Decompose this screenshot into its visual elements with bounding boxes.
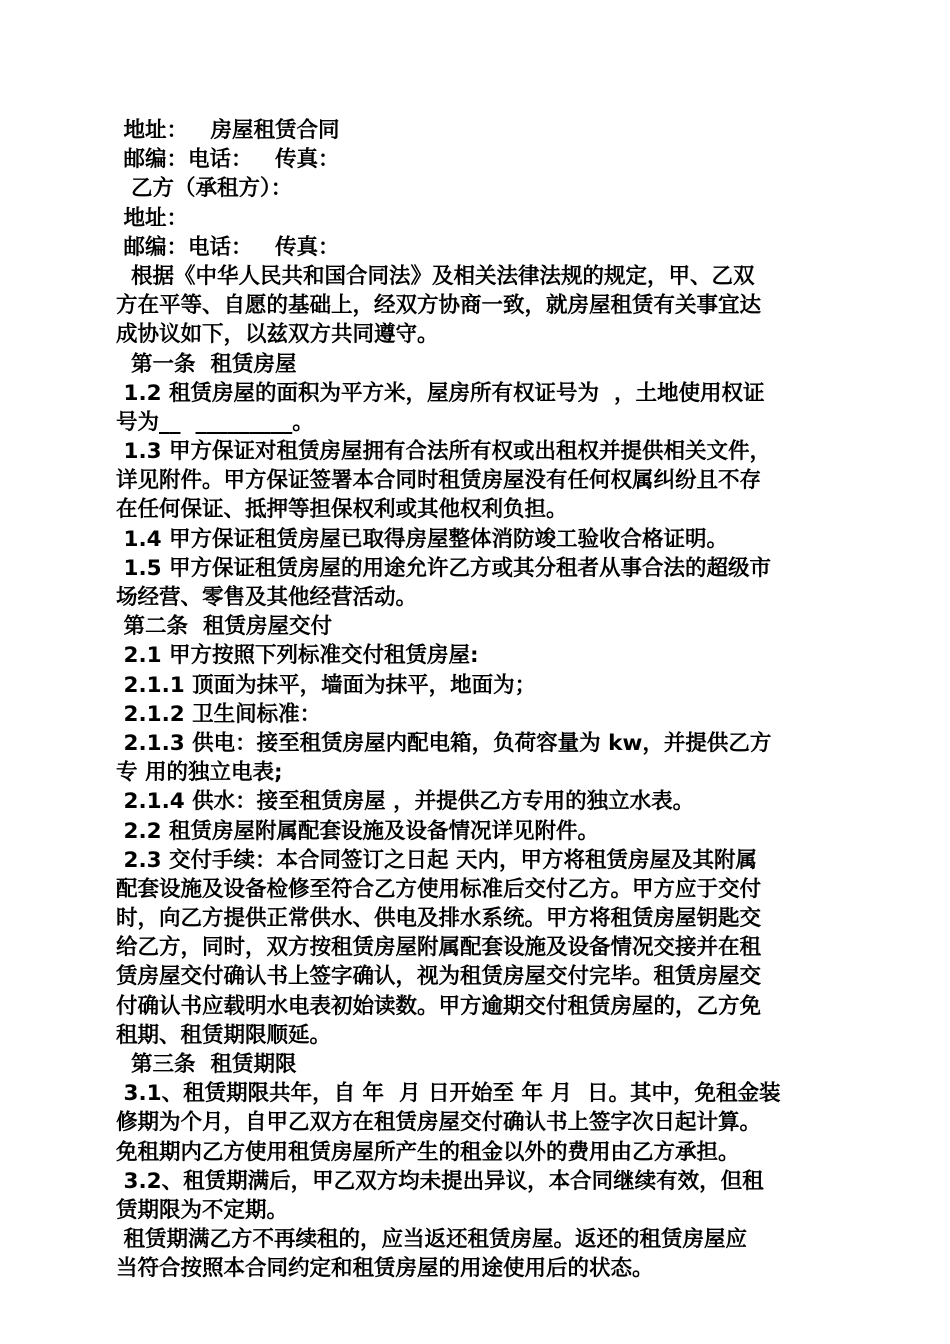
text-line: 给乙方，同时，双方按租赁房屋附属配套设施及设备情况交接并在租: [116, 935, 762, 961]
text-line: 专 用的独立电表;: [116, 760, 283, 786]
text-line: 修期为个月，自甲乙双方在租赁房屋交付确认书上签字次日起计算。: [116, 1110, 762, 1136]
section-heading: 第一条 租赁房屋: [116, 351, 297, 377]
text-line: 租赁期满乙方不再续租的，应当返还租赁房屋。返还的租赁房屋应: [116, 1227, 747, 1253]
text-line: 在任何保证、抵押等担保权利或其他权利负担。: [116, 497, 568, 523]
text-line: 3.2、租赁期满后，甲乙双方均未提出异议，本合同继续有效，但租: [116, 1168, 764, 1194]
text-line: 方在平等、自愿的基础上，经双方协商一致，就房屋租赁有关事宜达: [116, 293, 762, 319]
text-line: 1.3 甲方保证对租赁房屋拥有合法所有权或出租权并提供相关文件，: [116, 439, 772, 465]
text-line: 1.2 租赁房屋的面积为平方米，屋房所有权证号为 ，土地使用权证: [116, 380, 765, 406]
text-line: 赁房屋交付确认书上签字确认，视为租赁房屋交付完毕。租赁房屋交: [116, 964, 762, 990]
text-line: 邮编：电话： 传真：: [116, 234, 340, 260]
text-line: 详见附件。甲方保证签署本合同时租赁房屋没有任何权属纠纷且不存: [116, 468, 762, 494]
text-line: 场经营、零售及其他经营活动。: [116, 585, 418, 610]
section-heading: 第三条 租赁期限: [116, 1052, 297, 1077]
text-line: 邮编：电话： 传真：: [116, 147, 340, 173]
text-line: 地址： 房屋租赁合同: [116, 118, 340, 143]
text-line: 租期、租赁期限顺延。: [116, 1022, 332, 1048]
text-line: 根据《中华人民共和国合同法》及相关法律法规的规定，甲、乙双: [116, 263, 755, 289]
text-line: 当符合按照本合同约定和租赁房屋的用途使用后的状态。: [116, 1256, 654, 1282]
section-heading: 第二条 租赁房屋交付: [116, 614, 332, 640]
text-line: 2.1.3 供电：接至租赁房屋内配电箱，负荷容量为 kw，并提供乙方: [116, 730, 772, 756]
text-line: 3.1、租赁期限共年，自 年 月 日开始至 年 月 日。其中，免租金装: [116, 1081, 781, 1107]
contract-text: [116, 116, 838, 1284]
text-line: 乙方（承租方）：: [116, 176, 293, 202]
text-line: 成协议如下，以兹双方共同遵守。: [116, 322, 439, 348]
text-line: 2.1.2 卫生间标准：: [116, 701, 322, 727]
text-line: 付确认书应载明水电表初始读数。甲方逾期交付租赁房屋的，乙方免: [116, 993, 762, 1019]
text-line: 1.5 甲方保证租赁房屋的用途允许乙方或其分租者从事合法的超级市: [116, 555, 772, 581]
text-line: 2.1.1 顶面为抹平，墙面为抹平，地面为；: [116, 672, 537, 698]
text-line: 2.2 租赁房屋附属配套设施及设备情况详见附件。: [116, 818, 600, 844]
text-line: 2.3 交付手续：本合同签订之日起 天内，甲方将租赁房屋及其附属: [116, 847, 758, 873]
text-line: 时，向乙方提供正常供水、供电及排水系统。甲方将租赁房屋钥匙交: [116, 906, 762, 932]
text-line: 2.1 甲方按照下列标准交付租赁房屋:: [116, 643, 479, 669]
text-line: 免租期内乙方使用租赁房屋所产生的租金以外的费用由乙方承担。: [116, 1139, 740, 1165]
text-line: 1.4 甲方保证租赁房屋已取得房屋整体消防竣工验收合格证明。: [116, 526, 729, 552]
text-line: 2.1.4 供水：接至租赁房屋 ，并提供乙方专用的独立水表。: [116, 789, 695, 815]
text-line: 配套设施及设备检修至符合乙方使用标准后交付乙方。甲方应于交付: [116, 876, 762, 902]
text-line: 号为__ _________。: [116, 409, 314, 435]
text-line: 赁期限为不定期。: [116, 1197, 289, 1223]
text-line: 地址：: [116, 205, 188, 231]
